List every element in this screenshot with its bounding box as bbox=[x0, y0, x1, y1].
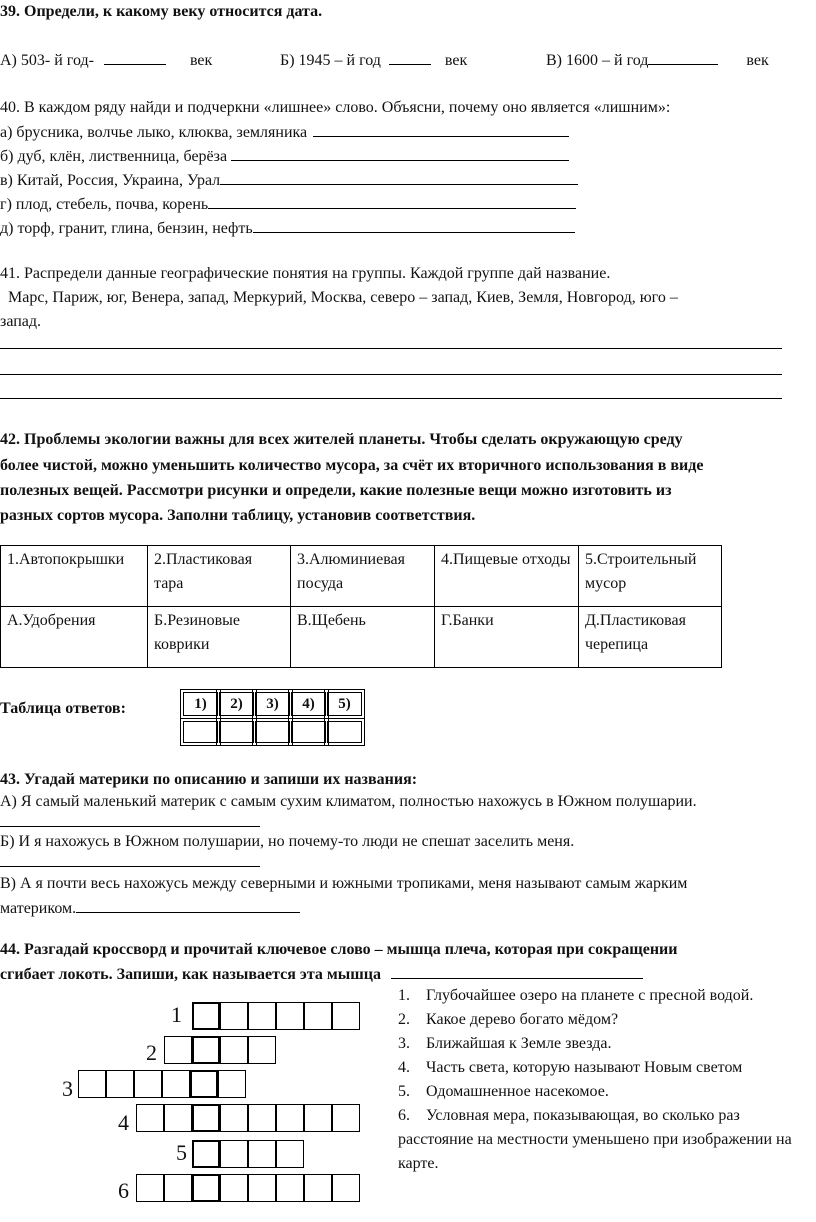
q41-terms-end: запад. bbox=[0, 313, 42, 330]
table-cell: В.Щебень bbox=[291, 607, 435, 668]
clue-number: 1. bbox=[398, 987, 410, 1004]
q39-c-suffix: век bbox=[746, 52, 769, 69]
crossword-cell[interactable] bbox=[304, 1002, 332, 1030]
table-cell: 2.Пластиковая тара bbox=[148, 546, 291, 607]
q39-a-suffix: век bbox=[189, 52, 213, 69]
q44-answer-blank[interactable] bbox=[391, 962, 643, 979]
table-cell: 1.Автопокрышки bbox=[1, 546, 148, 607]
crossword-cell[interactable] bbox=[276, 1174, 304, 1202]
clue-text: Условная мера, показывающая, во сколько раз расстояние на местности уменьшено при изображении на карте. bbox=[398, 1107, 792, 1172]
clue-number: 2. bbox=[398, 1011, 410, 1028]
crossword-cell[interactable] bbox=[164, 1036, 192, 1064]
crossword-cell[interactable] bbox=[164, 1174, 192, 1202]
crossword-row-number: 1 bbox=[171, 1002, 182, 1027]
q39-c-label: В) 1600 – й год bbox=[546, 52, 649, 69]
q42-text-line-1: 42. Проблемы экологии важны для всех жителей планеты. Чтобы сделать окружающую среду bbox=[0, 431, 683, 448]
crossword-cell[interactable] bbox=[162, 1070, 190, 1098]
crossword-cell[interactable] bbox=[332, 1174, 360, 1202]
crossword bbox=[0, 0, 400, 1222]
q44-text-line-2-text: сгибает локоть. Запиши, как называется эта мышца bbox=[0, 966, 382, 983]
q43-item-c-line2-text: материком. bbox=[0, 900, 77, 917]
crossword-row-number: 6 bbox=[118, 1178, 129, 1203]
q39-b-label: Б) 1945 – й год bbox=[280, 52, 381, 69]
answer-header-1: 1) bbox=[183, 692, 218, 716]
q40-row-b-text: б) дуб, клён, лиственница, берёза bbox=[0, 148, 228, 165]
clue-text: Часть света, которую называют Новым светом bbox=[426, 1059, 743, 1076]
clue-number: 5. bbox=[398, 1083, 410, 1100]
crossword-cell[interactable] bbox=[276, 1140, 304, 1168]
crossword-cell-key[interactable] bbox=[190, 1070, 218, 1098]
q42-text-line-4: разных сортов мусора. Заполни таблицу, установив соответствия. bbox=[0, 507, 476, 524]
table-cell: Г.Банки bbox=[435, 607, 579, 668]
q39-a-label: А) 503- й год- bbox=[0, 52, 94, 69]
q39-option-c bbox=[546, 48, 769, 73]
crossword-cell[interactable] bbox=[220, 1140, 248, 1168]
q40-row-a-text: а) брусника, волчье лыко, клюква, земляника bbox=[0, 124, 308, 141]
crossword-cell[interactable] bbox=[220, 1002, 248, 1030]
clue-number: 3. bbox=[398, 1035, 410, 1052]
crossword-cell-key[interactable] bbox=[192, 1140, 220, 1168]
crossword-cell-key[interactable] bbox=[192, 1104, 220, 1132]
q43-item-b: Б) И я нахожусь в Южном полушарии, но почему-то люди не спешат заселить меня. bbox=[0, 833, 575, 850]
crossword-clues bbox=[398, 984, 808, 1176]
clue-item bbox=[398, 1032, 808, 1056]
q39-c-blank[interactable] bbox=[648, 48, 718, 65]
clue-item bbox=[398, 1056, 808, 1080]
crossword-cell[interactable] bbox=[332, 1104, 360, 1132]
table-cell: 3.Алюминиевая посуда bbox=[291, 546, 435, 607]
q42-answers-label: Таблица ответов: bbox=[0, 700, 126, 717]
answer-header-5: 5) bbox=[327, 692, 362, 716]
crossword-cell[interactable] bbox=[220, 1104, 248, 1132]
crossword-cell-key[interactable] bbox=[192, 1174, 220, 1202]
q39-title: 39. Определи, к какому веку относится дата. bbox=[0, 3, 323, 20]
crossword-cell[interactable] bbox=[220, 1036, 248, 1064]
crossword-cell[interactable] bbox=[164, 1104, 192, 1132]
crossword-cell[interactable] bbox=[106, 1070, 134, 1098]
table-cell: А.Удобрения bbox=[1, 607, 148, 668]
crossword-cell[interactable] bbox=[276, 1002, 304, 1030]
crossword-cell[interactable] bbox=[248, 1002, 276, 1030]
crossword-cell-key[interactable] bbox=[192, 1002, 220, 1030]
crossword-cell[interactable] bbox=[248, 1174, 276, 1202]
clue-text: Ближайшая к Земле звезда. bbox=[426, 1035, 612, 1052]
crossword-cell[interactable] bbox=[220, 1174, 248, 1202]
crossword-cell-key[interactable] bbox=[192, 1036, 220, 1064]
crossword-cell[interactable] bbox=[276, 1104, 304, 1132]
crossword-row-number: 2 bbox=[146, 1040, 157, 1065]
clue-item bbox=[398, 984, 808, 1008]
answer-header-4: 4) bbox=[291, 692, 326, 716]
crossword-row-number: 5 bbox=[176, 1140, 187, 1165]
crossword-row-number: 3 bbox=[62, 1076, 73, 1101]
table-cell: 4.Пищевые отходы bbox=[435, 546, 579, 607]
clue-text: Какое дерево богато мёдом? bbox=[426, 1011, 619, 1028]
clue-text: Одомашненное насекомое. bbox=[426, 1083, 609, 1100]
q42-text-line-2: более чистой, можно уменьшить количество мусора, за счёт их вторичного использования в виде bbox=[0, 457, 704, 474]
crossword-cell[interactable] bbox=[304, 1104, 332, 1132]
crossword-cell[interactable] bbox=[78, 1070, 106, 1098]
clue-item bbox=[398, 1104, 808, 1176]
crossword-row-number: 4 bbox=[118, 1110, 129, 1135]
crossword-cell[interactable] bbox=[218, 1070, 246, 1098]
q39-b-suffix: век bbox=[444, 52, 468, 69]
answer-header-3: 3) bbox=[255, 692, 290, 716]
clue-text: Глубочайшее озеро на планете с пресной водой. bbox=[426, 987, 754, 1004]
crossword-cell[interactable] bbox=[248, 1140, 276, 1168]
q43-item-a: А) Я самый маленький материк с самым сухим климатом, полностью нахожусь в Южном полушарии. bbox=[0, 793, 697, 810]
crossword-cell[interactable] bbox=[136, 1104, 164, 1132]
crossword-cell[interactable] bbox=[248, 1036, 276, 1064]
q41-title: 41. Распредели данные географические понятия на группы. Каждой группе дай название. bbox=[0, 265, 611, 282]
crossword-cell[interactable] bbox=[332, 1002, 360, 1030]
clue-number: 6. bbox=[398, 1107, 410, 1124]
q40-row-d-text: г) плод, стебель, почва, корень bbox=[0, 196, 209, 213]
q43-title: 43. Угадай материки по описанию и запиши их названия: bbox=[0, 771, 418, 788]
q40-row-e-text: д) торф, гранит, глина, бензин, нефть bbox=[0, 220, 253, 237]
table-cell: Д.Пластиковая черепица bbox=[579, 607, 722, 668]
crossword-cell[interactable] bbox=[136, 1174, 164, 1202]
q40-row-c-text: в) Китай, Россия, Украина, Урал bbox=[0, 172, 221, 189]
q44-text-line-1: 44. Разгадай кроссворд и прочитай ключевое слово – мышца плеча, которая при сокращении bbox=[0, 941, 678, 958]
q41-terms-line: Марс, Париж, юг, Венера, запад, Меркурий, Москва, северо – запад, Киев, Земля, Новгород, юго – bbox=[0, 289, 678, 306]
crossword-cell[interactable] bbox=[248, 1104, 276, 1132]
crossword-cell[interactable] bbox=[134, 1070, 162, 1098]
answer-header-2: 2) bbox=[219, 692, 254, 716]
q42-text-line-3: полезных вещей. Рассмотри рисунки и определи, какие полезные вещи можно изготовить из bbox=[0, 482, 672, 499]
clue-item bbox=[398, 1008, 808, 1032]
q40-title: 40. В каждом ряду найди и подчеркни «лишнее» слово. Объясни, почему оно является «лишним»: bbox=[0, 99, 671, 116]
clue-item bbox=[398, 1080, 808, 1104]
table-cell: Б.Резиновые коврики bbox=[148, 607, 291, 668]
q43-item-c-line1: В) А я почти весь нахожусь между северными и южными тропиками, меня называют самым жарким bbox=[0, 875, 688, 892]
table-cell: 5.Строительный мусор bbox=[579, 546, 722, 607]
crossword-cell[interactable] bbox=[304, 1174, 332, 1202]
clue-number: 4. bbox=[398, 1059, 410, 1076]
